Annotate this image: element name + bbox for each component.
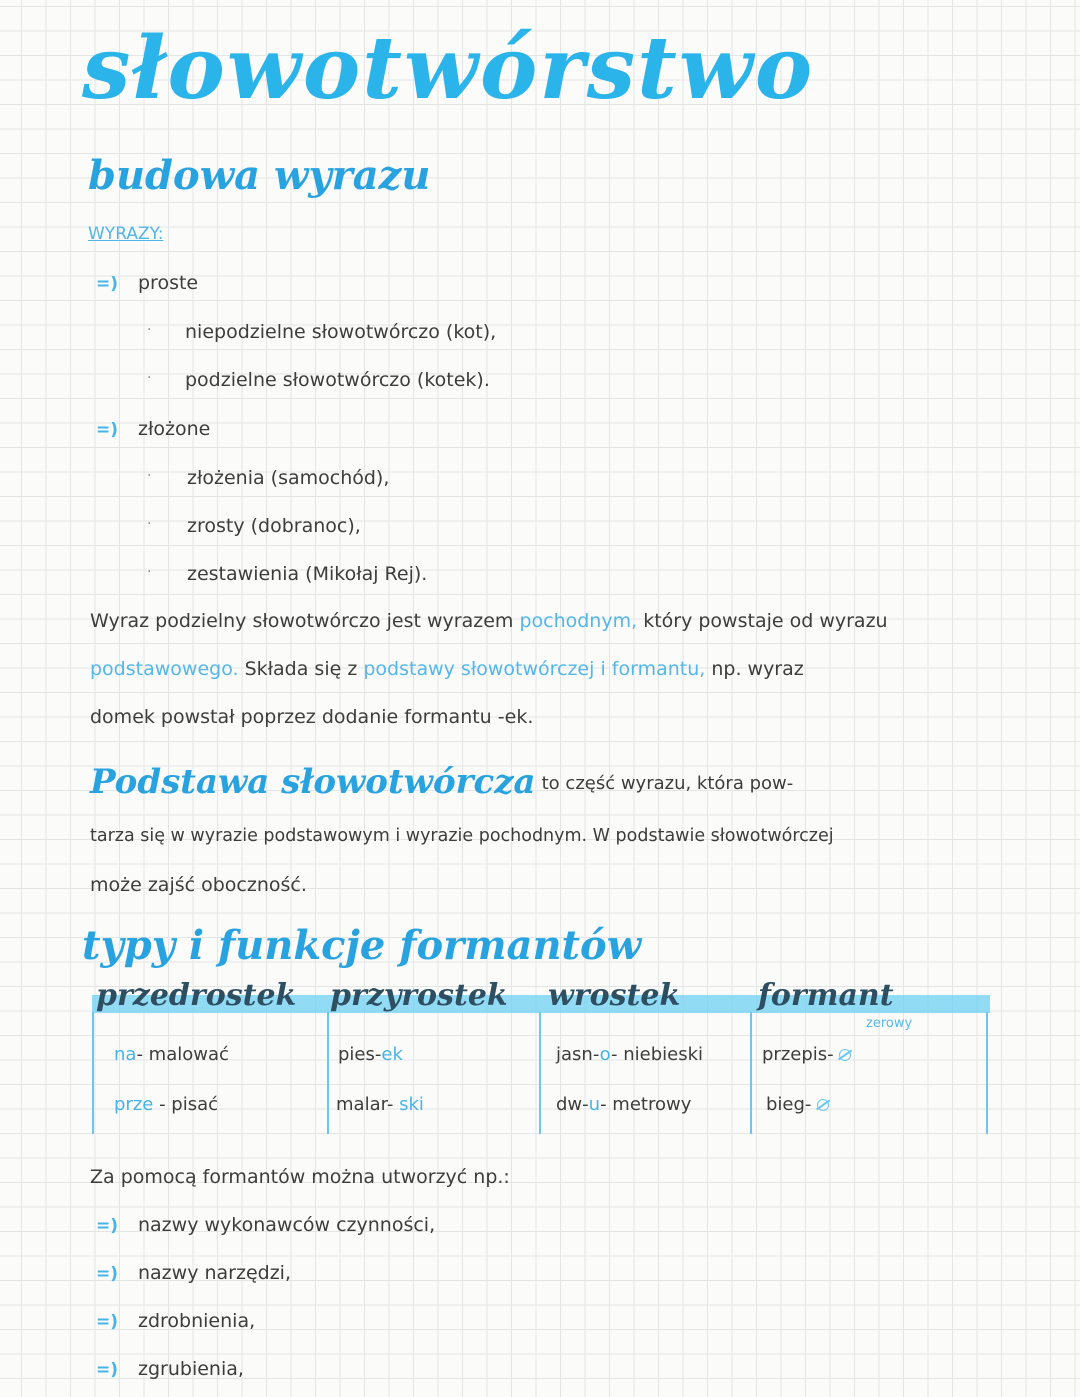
arrow-icon: =): [96, 274, 119, 294]
table-cell: pies-ek: [338, 1044, 403, 1065]
list-item: złożenia (samochód),: [187, 467, 390, 489]
table-cell: przepis-: [762, 1044, 851, 1065]
paragraph-line: może zajść oboczność.: [90, 874, 307, 896]
page-title: słowotwórstwo: [82, 18, 815, 119]
paragraph-line: podstawowego. Składa się z podstawy słowotwórczej i formantu, np. wyraz: [90, 658, 804, 680]
paragraph-line: tarza się w wyrazie podstawowym i wyrazie pochodnym. W podstawie słowotwórczej: [90, 826, 834, 846]
paragraph-line: Podstawa słowotwórcza to część wyrazu, która pow-: [90, 762, 794, 802]
group-name-zlozone: złożone: [138, 418, 211, 440]
column-header: przyrostek: [330, 978, 508, 1013]
table-cell: dw-u- metrowy: [556, 1094, 692, 1115]
arrow-icon: =): [96, 1360, 119, 1380]
list-item: podzielne słowotwórczo (kotek).: [185, 369, 490, 391]
group-name-proste: proste: [138, 272, 199, 294]
list-item: zrosty (dobranoc),: [187, 515, 361, 537]
arrow-icon: =): [96, 420, 119, 440]
arrow-icon: =): [96, 1216, 119, 1236]
paragraph-line: Wyraz podzielny słowotwórczo jest wyrazem pochodnym, który powstaje od wyrazu: [90, 610, 888, 632]
table-cell: jasn-o- niebieski: [556, 1044, 704, 1065]
table-border: [986, 1012, 988, 1134]
table-cell: bieg-: [766, 1094, 829, 1115]
table-border: [92, 1012, 94, 1134]
table-border: [327, 1012, 329, 1134]
bullet-icon: ·: [147, 370, 152, 386]
paragraph-line: domek powstał poprzez dodanie formantu -ek.: [90, 706, 534, 728]
table-cell: malar- ski: [336, 1094, 424, 1115]
column-header: przedrostek: [96, 978, 297, 1013]
column-header: formant: [758, 978, 894, 1013]
arrow-icon: =): [96, 1264, 119, 1284]
inline-heading: Podstawa słowotwórcza: [90, 762, 536, 802]
table-border: [539, 1012, 541, 1134]
list-item: niepodzielne słowotwórczo (kot),: [185, 321, 497, 343]
list-item: zestawienia (Mikołaj Rej).: [187, 563, 428, 585]
bullet-icon: ·: [147, 516, 152, 532]
bullet-icon: ·: [147, 564, 152, 580]
arrow-icon: =): [96, 1312, 119, 1332]
column-header: wrostek: [548, 978, 681, 1013]
list-item: nazwy wykonawców czynności,: [138, 1214, 436, 1236]
table-cell: na- malować: [114, 1044, 229, 1065]
zero-formant-icon: [839, 1049, 851, 1061]
section-heading-budowa: budowa wyrazu: [88, 152, 431, 199]
bullet-icon: ·: [147, 468, 152, 484]
table-border: [750, 1012, 752, 1134]
table-cell: prze - pisać: [114, 1094, 219, 1115]
section-heading-typy: typy i funkcje formantów: [82, 922, 642, 969]
bullet-icon: ·: [147, 322, 152, 338]
list-item: nazwy narzędzi,: [138, 1262, 291, 1284]
zero-formant-icon: [817, 1099, 829, 1111]
list-item: zgrubienia,: [138, 1358, 244, 1380]
list-item: zdrobnienia,: [138, 1310, 256, 1332]
words-label: WYRAZY:: [88, 224, 164, 244]
paragraph-line: Za pomocą formantów można utworzyć np.:: [90, 1166, 510, 1188]
column-subheader: zerowy: [866, 1016, 913, 1031]
